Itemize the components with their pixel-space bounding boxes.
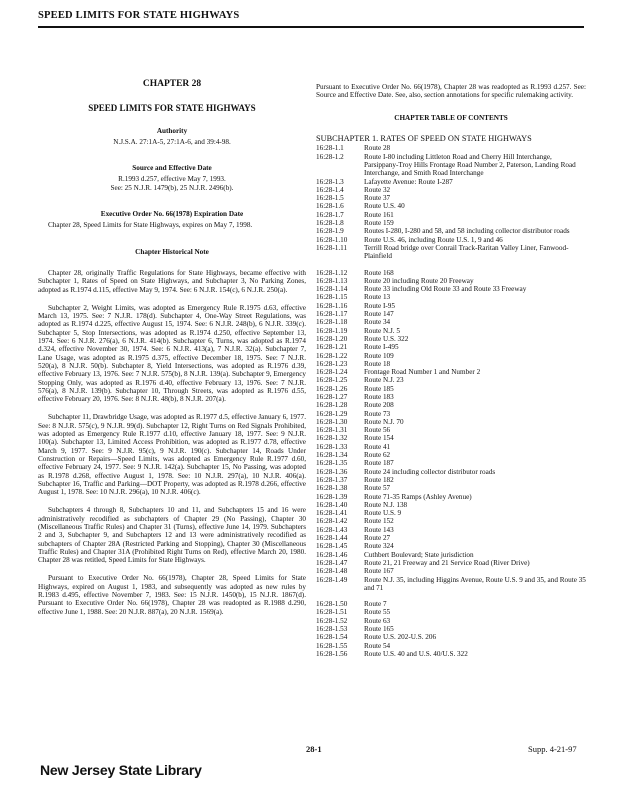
- source-line-1: R.1993 d.257, effective May 7, 1993.: [118, 175, 226, 184]
- toc-entry: [316, 310, 586, 318]
- toc-section-title: Routes I-280, I-280 and 58, and 58 including collector distributor roads: [364, 227, 570, 236]
- toc-section-number: 16:28-1.25: [316, 376, 348, 385]
- toc-section-title: Route 143: [364, 525, 394, 534]
- toc-section-number: 16:28-1.51: [316, 608, 348, 617]
- toc-entry: [316, 293, 586, 301]
- toc-section-title: Route 32: [364, 185, 391, 194]
- toc-list: [316, 144, 586, 260]
- toc-section-number: 16:28-1.48: [316, 567, 348, 576]
- authority-heading: Authority: [156, 126, 188, 135]
- expiration-text: Chapter 28, Speed Limits for State Highways, expires on May 7, 1998.: [48, 221, 253, 230]
- toc-section-number: 16:28-1.11: [316, 243, 348, 252]
- expiration-heading: Executive Order No. 66(1978) Expiration Date: [100, 210, 244, 219]
- toc-section-number: 16:28-1.6: [316, 202, 344, 211]
- toc-section-title: Route 208: [364, 401, 394, 410]
- toc-section-title: Route 33 including Old Route 33 and Route 33 Freeway: [364, 285, 527, 294]
- page-number: 28-1: [306, 744, 322, 754]
- toc-section-number: 16:28-1.39: [316, 492, 348, 501]
- toc-entry: [316, 186, 586, 194]
- toc-section-title: Route U.S. 40 and U.S. 40/U.S. 322: [364, 649, 468, 658]
- toc-section-number: 16:28-1.52: [316, 616, 348, 625]
- toc-section-title: Route 34: [364, 318, 391, 327]
- toc-section-number: 16:28-1.33: [316, 442, 348, 451]
- left-column: [38, 80, 306, 616]
- toc-section-title: Route 183: [364, 393, 394, 401]
- toc-entry: [316, 501, 586, 509]
- toc-section-number: 16:28-1.22: [316, 351, 348, 360]
- toc-section-number: 16:28-1.23: [316, 359, 348, 368]
- toc-section-title: Route U.S. 202-U.S. 206: [364, 633, 437, 642]
- right-column: [316, 83, 586, 658]
- toc-entry: [316, 559, 586, 567]
- toc-entry: [316, 401, 586, 409]
- toc-section-number: 16:28-1.24: [316, 368, 348, 377]
- toc-entry: [316, 633, 586, 641]
- toc-entry: [316, 625, 586, 633]
- toc-section-title: Route 152: [364, 517, 394, 526]
- toc-section-number: 16:28-1.47: [316, 558, 348, 567]
- toc-section-number: 16:28-1.42: [316, 517, 348, 526]
- toc-section-title: Route N.J. 138: [364, 500, 408, 509]
- toc-entry: [316, 534, 586, 542]
- toc-section-title: Route 37: [364, 194, 391, 203]
- history-paragraph: Chapter 28, originally Traffic Regulations for State Highways, became effective with Subchapter 1, Rates of Speed on State Highways, and Subchapter 3, No Parking Zones, adopted as R.1974 d.115, effective May 9, 1974. See: 6 N.J.R. 154(c), 6 N.J.R. 250(a).: [38, 268, 306, 294]
- toc-section-number: 16:28-1.46: [316, 550, 348, 559]
- history-paragraph: Subchapter 2, Weight Limits, was adopted as Emergency Rule R.1975 d.63, effective March 13, 1975. See: 7 N.J.R. 178(d). Subchapter 4, One-Way Street Regulations, was adopted as R.1974 d.225, effective August 15, 1974. See: 6 N.J.R. 248(b), 6 N.J.R. 339(c). Subchapter 5, Stop Intersections, was adopted as R.1974 d.250, effective September 13, 1974. See: 6 N.J.R. 276(a), 6 N.J.R. 414(b). Subchapter 6, Turns, was adopted as R.1974 d.324, effective November 30, 1974. See: 6 N.J.R. 413(a), 7 N.J.R. 32(a). Subchapter 7, Lane Usage, was adopted as R.1975 d.375, effective December 18, 1975. See: 7 N.J.R. 520(a), 8 N.J.R. 50(b). Subchapter 8, Yield Intersections, was adopted as R.1976 d.39, effective February 13, 1976. See: 7 N.J.R. 575(b), 8 N.J.R. 139(a). Subchapter 9, Emergency Stopping Only, was adopted as R.1976 d.40, effective February 13, 1976. See: 7 N.J.R. 576(a), 8 N.J.R. 139(b). Subchapter 10, Through Streets, was adopted as R.1976 d.55, effective February 20, 1976. See: 8 N.J.R. 48(b), 8 N.J.R. 207(a).: [38, 303, 306, 404]
- toc-entry: [316, 327, 586, 335]
- toc-entry: [316, 335, 586, 343]
- toc-entry: [316, 302, 586, 310]
- toc-section-number: 16:28-1.14: [316, 285, 348, 294]
- toc-entry: [316, 468, 586, 476]
- toc-section-title: Route I-80 including Littleton Road and Cherry Hill Interchange, Parsippany-Troy Hills Frontage Road Number 2, Paterson, Landing Road Interchange, and Smith Road Interchange: [364, 152, 576, 178]
- toc-section-title: Route 24 including collector distributor roads: [364, 467, 496, 476]
- subchapter-heading: SUBCHAPTER 1. RATES OF SPEED ON STATE HIGHWAYS: [316, 133, 532, 143]
- toc-entry: [316, 459, 586, 467]
- toc-section-title: Route U.S. 322: [364, 334, 409, 343]
- toc-section-number: 16:28-1.7: [316, 210, 344, 219]
- toc-entry: [316, 285, 586, 293]
- toc-entry: [316, 434, 586, 442]
- toc-entry: [316, 443, 586, 451]
- toc-entry: [316, 608, 586, 616]
- toc-section-number: 16:28-1.37: [316, 475, 348, 484]
- toc-entry: [316, 368, 586, 376]
- history-paragraph: Pursuant to Executive Order No. 66(1978), Chapter 28, Speed Limits for State Highways, expired on August 1, 1983, and subsequently was adopted as new rules by R.1983 d.495, effective November 7, 1983. See: 15 N.J.R. 1450(b), 15 N.J.R. 1867(d). Pursuant to Executive Order No. 66(1978), Chapter 28 was readopted as R.1988 d.290, effective June 1, 1988. See: 20 N.J.R. 887(a), 20 N.J.R. 1569(a).: [38, 574, 306, 616]
- toc-section-number: 16:28-1.30: [316, 417, 348, 426]
- toc-entry: [316, 567, 586, 575]
- toc-section-title: Route 7: [364, 600, 387, 609]
- toc-section-title: Route 41: [364, 442, 391, 451]
- toc-entry: [316, 509, 586, 517]
- toc-section-number: 16:28-1.3: [316, 177, 344, 186]
- toc-entry: [316, 576, 586, 593]
- toc-section-number: 16:28-1.32: [316, 434, 348, 443]
- toc-section-number: 16:28-1.18: [316, 318, 348, 327]
- toc-section-title: Route I-495: [364, 343, 399, 352]
- toc-section-title: Route N.J. 23: [364, 376, 404, 385]
- toc-section-number: 16:28-1.9: [316, 227, 344, 236]
- toc-section-number: 16:28-1.53: [316, 625, 348, 634]
- toc-section-title: Route N.J. 5: [364, 326, 400, 335]
- toc-section-number: 16:28-1.56: [316, 649, 348, 658]
- toc-section-number: 16:28-1.5: [316, 194, 344, 203]
- toc-heading: CHAPTER TABLE OF CONTENTS: [394, 113, 508, 122]
- toc-section-number: 16:28-1.8: [316, 219, 344, 228]
- toc-section-title: Route 159: [364, 219, 394, 228]
- toc-section-number: 16:28-1.17: [316, 310, 348, 319]
- toc-section-title: Route 21, 21 Freeway and 21 Service Road (River Drive): [364, 558, 530, 567]
- header-rule: [38, 26, 584, 28]
- source-line-2: See: 25 N.J.R. 1479(b), 25 N.J.R. 2496(b).: [110, 183, 234, 192]
- toc-section-title: Route 55: [364, 608, 391, 617]
- toc-entry: [316, 542, 586, 550]
- toc-entry: [316, 426, 586, 434]
- toc-section-title: Route 165: [364, 625, 394, 634]
- toc-section-title: Route I-95: [364, 301, 395, 310]
- toc-section-number: 16:28-1.50: [316, 600, 348, 609]
- toc-entry: [316, 211, 586, 219]
- toc-section-title: Lafayette Avenue: Route I-287: [364, 177, 453, 186]
- toc-section-number: 16:28-1.49: [316, 575, 348, 584]
- toc-section-number: 16:28-1.1: [316, 144, 344, 153]
- toc-section-number: 16:28-1.34: [316, 451, 348, 460]
- toc-section-number: 16:28-1.19: [316, 326, 348, 335]
- toc-section-title: Route 56: [364, 426, 391, 435]
- toc-entry: [316, 236, 586, 244]
- toc-section-number: 16:28-1.40: [316, 500, 348, 509]
- toc-section-number: 16:28-1.45: [316, 542, 348, 551]
- toc-section-number: 16:28-1.16: [316, 301, 348, 310]
- toc-section-number: 16:28-1.54: [316, 633, 348, 642]
- toc-section-title: Route U.S. 9: [364, 509, 402, 518]
- toc-section-number: 16:28-1.31: [316, 426, 348, 435]
- toc-entry: [316, 551, 586, 559]
- toc-section-title: Route 62: [364, 451, 391, 460]
- toc-section-title: Route 73: [364, 409, 391, 418]
- toc-list: [316, 600, 586, 658]
- toc-entry: [316, 493, 586, 501]
- toc-entry: [316, 617, 586, 625]
- toc-section-number: 16:28-1.20: [316, 334, 348, 343]
- toc-entry: [316, 451, 586, 459]
- toc-entry: [316, 343, 586, 351]
- toc-entry: [316, 144, 586, 152]
- toc-section-title: Route U.S. 40: [364, 202, 405, 211]
- toc-section-number: 16:28-1.27: [316, 393, 348, 401]
- toc-section-title: Frontage Road Number 1 and Number 2: [364, 368, 481, 377]
- toc-section-number: 16:28-1.12: [316, 268, 348, 277]
- toc-section-number: 16:28-1.15: [316, 293, 348, 302]
- toc-section-title: Route 71-35 Ramps (Ashley Avenue): [364, 492, 472, 501]
- toc-section-number: 16:28-1.43: [316, 525, 348, 534]
- toc-section-number: 16:28-1.26: [316, 384, 348, 393]
- toc-section-number: 16:28-1.2: [316, 152, 344, 161]
- toc-entry: [316, 376, 586, 384]
- toc-entry: [316, 526, 586, 534]
- toc-section-number: 16:28-1.38: [316, 484, 348, 493]
- toc-section-number: 16:28-1.10: [316, 235, 348, 244]
- toc-entry: [316, 277, 586, 285]
- toc-section-title: Route 13: [364, 293, 391, 302]
- toc-section-number: 16:28-1.55: [316, 641, 348, 650]
- toc-section-title: Cuthbert Boulevard; State jurisdiction: [364, 550, 474, 559]
- toc-section-title: Route 168: [364, 268, 394, 277]
- toc-entry: [316, 385, 586, 393]
- toc-section-title: Route 20 including Route 20 Freeway: [364, 276, 474, 285]
- toc-section-title: Route N.J. 70: [364, 417, 404, 426]
- toc-section-title: Route 28: [364, 144, 391, 153]
- toc-entry: [316, 153, 586, 178]
- toc-section-number: 16:28-1.4: [316, 185, 344, 194]
- toc-section-number: 16:28-1.35: [316, 459, 348, 468]
- readoption-note: Pursuant to Executive Order No. 66(1978), Chapter 28 was readopted as R.1993 d.257. See: Source and Effective Date. See, also, section annotations for specific rulemaking activity.: [316, 83, 586, 100]
- toc-section-title: Route 167: [364, 567, 394, 576]
- toc-entry: [316, 476, 586, 484]
- toc-section-number: 16:28-1.21: [316, 343, 348, 352]
- toc-entry: [316, 418, 586, 426]
- toc-entry: [316, 360, 586, 368]
- toc-entry: [316, 202, 586, 210]
- toc-section-title: Route 324: [364, 542, 394, 551]
- toc-section-title: Route 18: [364, 359, 391, 368]
- toc-section-title: Route U.S. 46, including Route U.S. 1, 9 and 46: [364, 235, 503, 244]
- toc-entry: [316, 219, 586, 227]
- library-watermark: New Jersey State Library: [40, 762, 202, 778]
- toc-entry: [316, 410, 586, 418]
- toc-section-number: 16:28-1.41: [316, 509, 348, 518]
- toc-entry: [316, 194, 586, 202]
- toc-section-title: Terrill Road bridge over Conrail Track-Raritan Valley Liner, Fanwood-Plainfield: [364, 243, 569, 261]
- running-head: SPEED LIMITS FOR STATE HIGHWAYS: [38, 10, 240, 21]
- toc-entry: [316, 484, 586, 492]
- history-paragraph: Subchapters 4 through 8, Subchapters 10 and 11, and Subchapters 15 and 16 were administratively recodified as subchapters of Chapter 29 (No Passing), Chapter 30 (Miscellaneous Traffic Rules) and Chapter 31 (Turns), effective June 14, 1979. Subchapters 2 and 3, Subchapter 9, and Subchapters 12 and 13 were administratively recodified as subchapters of Chapter 28A (Restricted Parking and Stopping), Chapter 30 (Miscellaneous Traffic Rules) and Chapter 31A (Prohibited Right Turns on Red), effective March 20, 1980. Chapter 28 was retitled, Speed Limits for State Highways.: [38, 506, 306, 565]
- toc-section-title: Route 63: [364, 616, 391, 625]
- toc-section-title: Route 182: [364, 475, 394, 484]
- toc-section-title: Route 185: [364, 384, 394, 393]
- toc-entry: [316, 642, 586, 650]
- toc-section-title: Route 161: [364, 210, 394, 219]
- toc-section-number: 16:28-1.36: [316, 467, 348, 476]
- toc-entry: [316, 178, 586, 186]
- supplement-date: Supp. 4-21-97: [528, 744, 577, 754]
- toc-section-title: Route 27: [364, 534, 391, 543]
- toc-section-title: Route N.J. 35, including Higgins Avenue, Route U.S. 9 and 35, and Route 35 and 71: [364, 575, 586, 592]
- toc-section-number: 16:28-1.29: [316, 409, 348, 418]
- chapter-name: SPEED LIMITS FOR STATE HIGHWAYS: [88, 103, 256, 114]
- toc-section-title: Route 147: [364, 310, 394, 319]
- authority-text: N.J.S.A. 27:1A-5, 27:1A-6, and 39:4-98.: [113, 137, 231, 146]
- toc-entry: [316, 517, 586, 525]
- toc-entry: [316, 269, 586, 277]
- toc-entry: [316, 650, 586, 658]
- toc-section-title: Route 54: [364, 641, 391, 650]
- toc-section-number: 16:28-1.44: [316, 534, 348, 543]
- toc-section-number: 16:28-1.28: [316, 401, 348, 410]
- toc-section-title: Route 187: [364, 459, 394, 468]
- toc-entry: [316, 244, 586, 261]
- chapter-title: CHAPTER 28: [142, 79, 202, 89]
- toc-section-number: 16:28-1.13: [316, 276, 348, 285]
- toc-entry: [316, 318, 586, 326]
- history-paragraph: Subchapter 11, Drawbridge Usage, was adopted as R.1977 d.5, effective January 6, 1977. See: 8 N.J.R. 575(c), 9 N.J.R. 99(d). Subchapter 12, Right Turns on Red Signals Prohibited, was adopted as Emergency Rule R.1977 d.10, effective January 18, 1977. See: 9 N.J.R. 100(a). Subchapter 13, Limited Access Prohibition, was adopted as R.1977 d.78, effective March 9, 1977. See: 9 N.J.R. 95(c), 9 N.J.R. 190(c). Subchapter 14, Roads Under Construction or Repairs—Speed Limits, was adopted as Emergency Rule R.1977 d.60, effective February 24, 1977. See: 9 N.J.R. 142(a). Subchapter 15, No Passing, was adopted as R.1978 d.268, effective August 1, 1978. See: 10 N.J.R. 297(a), 10 N.J.R. 406(a). Subchapter 16, Traffic and Parking—DOT Property, was adopted as R.1978 d.266, effective August 1, 1978. See: 10 N.J.R. 296(a), 10 N.J.R. 406(c).: [38, 413, 306, 497]
- toc-entry: [316, 227, 586, 235]
- toc-entry: [316, 393, 586, 401]
- toc-section-title: Route 57: [364, 484, 391, 493]
- toc-section-title: Route 109: [364, 351, 394, 360]
- toc-section-title: Route 154: [364, 434, 394, 443]
- history-heading: Chapter Historical Note: [135, 247, 209, 256]
- source-heading: Source and Effective Date: [132, 164, 212, 173]
- toc-list: [316, 269, 586, 593]
- toc-entry: [316, 600, 586, 608]
- toc-entry: [316, 352, 586, 360]
